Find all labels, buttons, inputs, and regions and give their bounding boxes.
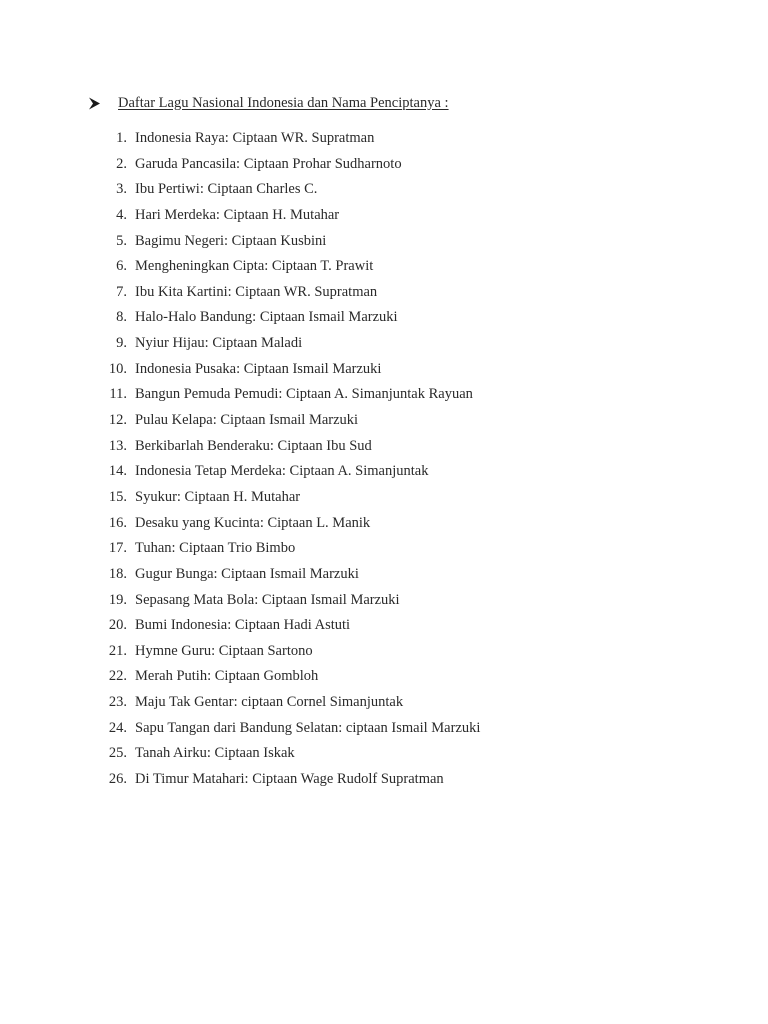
song-number: 24. <box>108 719 127 736</box>
song-title-and-composer: Tuhan: Ciptaan Trio Bimbo <box>135 540 296 557</box>
song-title-and-composer: Sapu Tangan dari Bandung Selatan: ciptaan Ismail Marzuki <box>135 719 481 736</box>
song-number: 8. <box>116 309 127 326</box>
song-title-and-composer: Di Timur Matahari: Ciptaan Wage Rudolf Supratman <box>135 771 444 788</box>
song-title-and-composer: Halo-Halo Bandung: Ciptaan Ismail Marzuki <box>135 309 398 326</box>
song-number: 26. <box>108 771 127 788</box>
list-heading-text: Daftar Lagu Nasional Indonesia dan Nama Penciptanya : <box>118 94 449 111</box>
song-number: 21. <box>108 642 127 659</box>
song-number: 1. <box>116 130 127 146</box>
song-number: 20. <box>108 617 127 634</box>
song-title-and-composer: Gugur Bunga: Ciptaan Ismail Marzuki <box>135 565 359 582</box>
song-title-and-composer: Indonesia Pusaka: Ciptaan Ismail Marzuki <box>135 360 382 377</box>
arrowhead-bullet-icon <box>88 97 101 110</box>
song-number: 18. <box>108 565 127 582</box>
song-title-and-composer: Ibu Kita Kartini: Ciptaan WR. Supratman <box>135 283 378 300</box>
song-number: 22. <box>108 668 127 685</box>
song-title-and-composer: Ibu Pertiwi: Ciptaan Charles C. <box>135 181 318 198</box>
song-number: 17. <box>108 540 127 557</box>
song-title-and-composer: Merah Putih: Ciptaan Gombloh <box>135 668 319 685</box>
song-title-and-composer: Garuda Pancasila: Ciptaan Prohar Sudharnoto <box>135 155 402 172</box>
song-number: 10. <box>108 360 127 377</box>
song-title-and-composer: Bumi Indonesia: Ciptaan Hadi Astuti <box>135 617 351 634</box>
song-number: 2. <box>116 155 127 172</box>
song-number: 11. <box>109 386 127 403</box>
song-number: 23. <box>108 694 127 711</box>
song-title-and-composer: Syukur: Ciptaan H. Mutahar <box>135 488 301 505</box>
list-heading <box>88 93 449 113</box>
song-title-and-composer: Nyiur Hijau: Ciptaan Maladi <box>135 335 303 352</box>
song-number: 14. <box>108 463 127 480</box>
song-title-and-composer: Hari Merdeka: Ciptaan H. Mutahar <box>135 206 340 223</box>
song-number: 4. <box>116 206 127 223</box>
song-title-and-composer: Sepasang Mata Bola: Ciptaan Ismail Marzuki <box>135 591 400 608</box>
song-number: 25. <box>108 745 127 762</box>
song-number: 19. <box>108 591 127 608</box>
song-title-and-composer: Mengheningkan Cipta: Ciptaan T. Prawit <box>135 258 374 275</box>
song-number: 7. <box>116 283 127 300</box>
song-title-and-composer: Tanah Airku: Ciptaan Iskak <box>135 745 295 762</box>
song-number: 15. <box>108 488 127 505</box>
song-number: 12. <box>108 412 127 429</box>
song-number: 9. <box>116 335 127 352</box>
song-number: 13. <box>108 437 127 454</box>
song-title-and-composer: Desaku yang Kucinta: Ciptaan L. Manik <box>135 514 371 531</box>
song-title-and-composer: Indonesia Raya: Ciptaan WR. Supratman <box>135 130 375 146</box>
song-number: 16. <box>108 514 127 531</box>
song-title-and-composer: Pulau Kelapa: Ciptaan Ismail Marzuki <box>135 412 359 429</box>
song-title-and-composer: Bangun Pemuda Pemudi: Ciptaan A. Simanjuntak Rayuan <box>135 386 473 403</box>
song-number: 5. <box>116 232 127 249</box>
song-title-and-composer: Berkibarlah Benderaku: Ciptaan Ibu Sud <box>135 437 372 454</box>
song-title-and-composer: Bagimu Negeri: Ciptaan Kusbini <box>135 232 327 249</box>
song-number: 3. <box>116 181 127 198</box>
song-title-and-composer: Indonesia Tetap Merdeka: Ciptaan A. Simanjuntak <box>135 463 429 480</box>
song-title-and-composer: Maju Tak Gentar: ciptaan Cornel Simanjuntak <box>135 694 404 711</box>
song-number: 6. <box>116 258 127 275</box>
song-title-and-composer: Hymne Guru: Ciptaan Sartono <box>135 642 313 659</box>
